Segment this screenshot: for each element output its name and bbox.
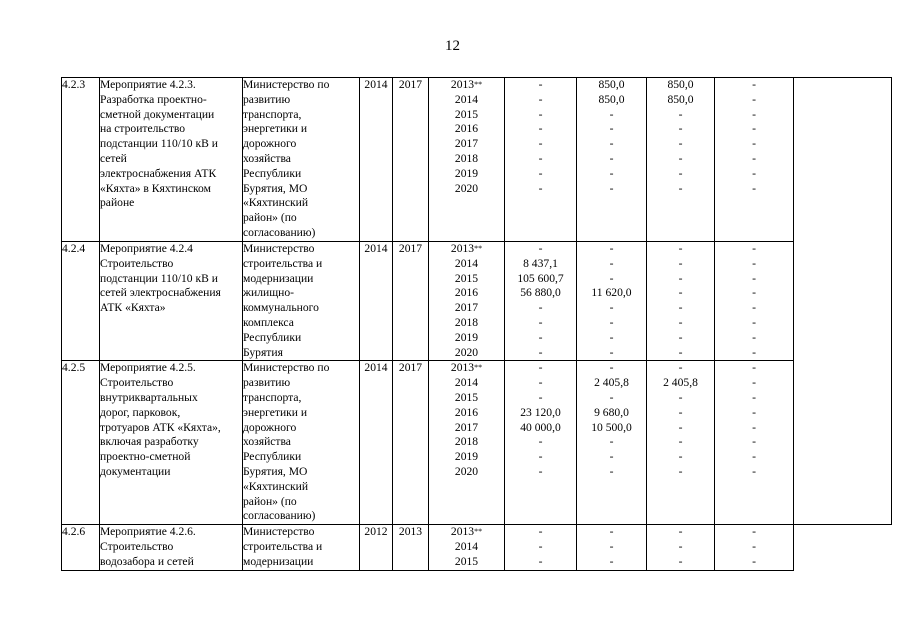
funding-value: -: [678, 525, 683, 539]
funding-year: [429, 346, 504, 361]
funding-year: [429, 376, 504, 391]
executor-line: модернизации: [243, 554, 314, 568]
executor-line: Республики: [243, 450, 302, 464]
funding-value: -: [609, 435, 614, 449]
funding-value: -: [678, 330, 683, 344]
executor-line: транспорта,: [243, 390, 302, 404]
measure-name: [100, 78, 243, 242]
executor-line: Республики: [243, 166, 302, 180]
funding-value: -: [678, 256, 683, 270]
measure-name-line: электроснабжения АТК: [100, 166, 217, 180]
funding-value: -: [609, 554, 614, 568]
measure-name-line: подстанции 110/10 кВ и: [100, 137, 218, 151]
footnote-mark: **: [474, 363, 483, 373]
funding-value: -: [538, 376, 543, 390]
start-year: 2014: [360, 361, 393, 525]
funding-value: -: [752, 525, 756, 539]
funding-year-value: 2016: [454, 122, 479, 136]
executor-line: согласованию): [243, 225, 316, 239]
funding-years: [429, 78, 505, 242]
executor-line: строительства и: [243, 540, 323, 554]
executor-line: развитию: [243, 92, 291, 106]
executor: [243, 78, 360, 242]
end-year: 2013: [393, 525, 429, 571]
measure-name-line: Мероприятие 4.2.5.: [100, 361, 196, 375]
funding-value: -: [678, 345, 683, 359]
footnote-mark: **: [474, 80, 483, 89]
funding-value: -: [609, 390, 614, 404]
start-year: 2012: [360, 525, 393, 571]
funding-year-value: 2019: [454, 450, 479, 464]
funding-year-value: 2013: [450, 361, 475, 375]
funding-year: [429, 272, 504, 287]
funding-value: -: [538, 181, 543, 195]
funding-value: -: [678, 137, 683, 151]
funding-value: -: [678, 420, 683, 434]
funding-year-value: 2014: [454, 376, 479, 390]
funding-year-value: 2015: [454, 554, 479, 568]
funding-value: -: [538, 166, 543, 180]
executor-line: жилищно-: [243, 286, 294, 300]
funding-value: -: [752, 464, 756, 478]
executor-line: «Кяхтинский: [243, 196, 309, 210]
funding-year-value: 2014: [454, 256, 479, 270]
funding-value: 56 880,0: [520, 286, 561, 300]
funding-column-4: [715, 78, 794, 242]
funding-value: -: [678, 390, 683, 404]
table-body: [62, 78, 892, 571]
funding-year: [429, 78, 504, 93]
table-row: [62, 78, 892, 242]
funding-value: -: [538, 301, 543, 315]
funding-value: -: [538, 78, 543, 91]
funding-value: -: [609, 330, 614, 344]
executor: [243, 361, 360, 525]
page-number: 12: [445, 38, 460, 54]
funding-value: -: [538, 345, 543, 359]
measure-name-line: Разработка проектно-: [100, 92, 207, 106]
funding-year: [429, 450, 504, 465]
funding-value: -: [678, 181, 683, 195]
funding-year-value: 2020: [454, 345, 479, 359]
funding-value: -: [538, 554, 543, 568]
table-row: [62, 525, 892, 571]
funding-value: -: [538, 450, 543, 464]
funding-value: -: [752, 554, 756, 568]
funding-column-3: [647, 361, 715, 525]
funding-value: -: [609, 181, 614, 195]
funding-value: -: [609, 271, 614, 285]
funding-value: -: [752, 137, 756, 151]
executor-line: согласованию): [243, 509, 316, 523]
funding-year: [429, 406, 504, 421]
funding-value: -: [752, 92, 756, 106]
funding-value: -: [609, 256, 614, 270]
funding-year: [429, 391, 504, 406]
funding-value: 2 405,8: [594, 376, 629, 390]
funding-column-3: [647, 78, 715, 242]
funding-column-2: [577, 242, 647, 361]
funding-value: -: [678, 435, 683, 449]
funding-year: [429, 301, 504, 316]
executor-line: Бурятия, МО: [243, 464, 308, 478]
funding-year: [429, 286, 504, 301]
table-row: [62, 361, 892, 525]
measure-name-line: Мероприятие 4.2.4: [100, 242, 193, 255]
funding-value: 2 405,8: [663, 376, 698, 390]
funding-value: -: [609, 151, 614, 165]
funding-years: [429, 525, 505, 571]
funding-value: -: [678, 107, 683, 121]
funding-year-value: 2017: [454, 420, 479, 434]
funding-column-1: [505, 78, 577, 242]
start-year: 2014: [360, 242, 393, 361]
funding-value: -: [678, 464, 683, 478]
measure-name: [100, 242, 243, 361]
notes-cell: [794, 525, 892, 571]
measure-name-line: тротуаров АТК «Кяхта»,: [100, 420, 221, 434]
funding-value: -: [538, 540, 543, 554]
funding-year: [429, 167, 504, 182]
funding-value: 9 680,0: [594, 405, 629, 419]
funding-value: 11 620,0: [591, 286, 632, 300]
funding-value: -: [752, 435, 756, 449]
funding-column-4: [715, 525, 794, 571]
funding-value: -: [752, 256, 756, 270]
executor-line: Бурятия: [243, 345, 283, 359]
funding-value: -: [752, 361, 756, 375]
funding-year-value: 2013: [450, 78, 475, 91]
measure-name-line: включая разработку: [100, 435, 199, 449]
funding-value: -: [678, 450, 683, 464]
funding-value: -: [538, 390, 543, 404]
funding-value: -: [678, 405, 683, 419]
end-year: 2017: [393, 361, 429, 525]
measure-name: [100, 525, 243, 571]
funding-value: -: [752, 301, 756, 315]
executor-line: модернизации: [243, 271, 314, 285]
measure-name-line: подстанции 110/10 кВ и: [100, 271, 218, 285]
funding-year-value: 2013: [450, 525, 475, 539]
funding-value: -: [609, 525, 614, 539]
funding-value: -: [609, 464, 614, 478]
measure-name: [100, 361, 243, 525]
executor-line: комплекса: [243, 315, 294, 329]
executor-line: Министерство по: [243, 361, 330, 375]
funding-value: -: [538, 107, 543, 121]
funding-value: -: [678, 301, 683, 315]
funding-year: [429, 242, 504, 257]
measure-name-line: Мероприятие 4.2.3.: [100, 78, 196, 91]
funding-value: -: [678, 286, 683, 300]
funding-value: 850,0: [667, 78, 694, 91]
funding-value: -: [752, 376, 756, 390]
funding-value: 23 120,0: [520, 405, 561, 419]
executor-line: Министерство по: [243, 78, 330, 91]
funding-column-1: [505, 361, 577, 525]
funding-value: -: [538, 242, 543, 255]
measure-name-line: Мероприятие 4.2.6.: [100, 525, 196, 539]
measure-name-line: документации: [100, 464, 171, 478]
funding-year-value: 2016: [454, 286, 479, 300]
funding-column-3: [647, 242, 715, 361]
executor-line: транспорта,: [243, 107, 302, 121]
funding-year: [429, 152, 504, 167]
funding-year-value: 2018: [454, 315, 479, 329]
program-table: [61, 77, 892, 571]
executor-line: «Кяхтинский: [243, 479, 309, 493]
funding-value: -: [609, 450, 614, 464]
funding-column-4: [715, 361, 794, 525]
funding-value: -: [538, 92, 543, 106]
funding-value: -: [752, 122, 756, 136]
measure-name-line: проектно-сметной: [100, 450, 191, 464]
executor-line: Республики: [243, 330, 302, 344]
measure-name-line: водозабора и сетей: [100, 554, 194, 568]
funding-year: [429, 257, 504, 272]
funding-year-value: 2020: [454, 181, 479, 195]
funding-year-value: 2013: [450, 242, 475, 255]
funding-year-value: 2015: [454, 390, 479, 404]
funding-year: [429, 421, 504, 436]
funding-year-value: 2014: [454, 92, 479, 106]
executor-line: район» (по: [243, 494, 297, 508]
funding-value: -: [752, 107, 756, 121]
executor-line: дорожного: [243, 420, 297, 434]
funding-value: -: [538, 151, 543, 165]
executor-line: развитию: [243, 376, 291, 390]
funding-year: [429, 108, 504, 123]
measure-number: 4.2.6: [62, 525, 100, 571]
funding-year: [429, 465, 504, 480]
funding-column-2: [577, 78, 647, 242]
funding-value: -: [752, 151, 756, 165]
funding-value: -: [752, 345, 756, 359]
executor-line: Министерство: [243, 242, 315, 255]
funding-year: [429, 182, 504, 197]
funding-value: -: [538, 137, 543, 151]
funding-year-value: 2017: [454, 301, 479, 315]
funding-value: -: [678, 271, 683, 285]
funding-value: -: [538, 464, 543, 478]
funding-value: -: [678, 540, 683, 554]
funding-year-value: 2016: [454, 405, 479, 419]
funding-value: -: [678, 315, 683, 329]
measure-number: 4.2.5: [62, 361, 100, 525]
funding-year-value: 2017: [454, 137, 479, 151]
funding-value: -: [678, 151, 683, 165]
measure-name-line: АТК «Кяхта»: [100, 301, 166, 315]
funding-column-1: [505, 525, 577, 571]
funding-value: -: [752, 450, 756, 464]
funding-year-value: 2015: [454, 271, 479, 285]
funding-value: -: [752, 271, 756, 285]
funding-year-value: 2019: [454, 330, 479, 344]
funding-value: -: [752, 78, 756, 91]
funding-year: [429, 540, 504, 555]
funding-year: [429, 122, 504, 137]
funding-value: -: [609, 361, 614, 375]
funding-value: -: [538, 361, 543, 375]
funding-column-4: [715, 242, 794, 361]
funding-value: -: [678, 554, 683, 568]
funding-value: 850,0: [667, 92, 694, 106]
funding-value: 10 500,0: [591, 420, 632, 434]
funding-year: [429, 137, 504, 152]
funding-value: 8 437,1: [523, 256, 558, 270]
measure-name-line: районе: [100, 196, 135, 210]
funding-year-value: 2015: [454, 107, 479, 121]
funding-year: [429, 361, 504, 376]
executor-line: дорожного: [243, 137, 297, 151]
funding-value: -: [609, 315, 614, 329]
funding-value: -: [678, 361, 683, 375]
funding-year-value: 2020: [454, 464, 479, 478]
funding-year: [429, 93, 504, 108]
measure-name-line: Строительство: [100, 256, 174, 270]
footnote-mark: **: [474, 244, 483, 253]
notes-cell: [794, 78, 892, 525]
start-year: 2014: [360, 78, 393, 242]
measure-name-line: сетей электроснабжения: [100, 286, 221, 300]
funding-value: 105 600,7: [517, 271, 564, 285]
funding-value: -: [752, 315, 756, 329]
funding-value: -: [678, 242, 683, 255]
funding-value: -: [678, 166, 683, 180]
funding-value: -: [752, 330, 756, 344]
measure-number: 4.2.3: [62, 78, 100, 242]
executor-line: энергетики и: [243, 405, 308, 419]
funding-value: -: [609, 122, 614, 136]
funding-column-2: [577, 525, 647, 571]
executor-line: строительства и: [243, 256, 323, 270]
funding-value: -: [609, 345, 614, 359]
measure-name-line: на строительство: [100, 122, 186, 136]
executor-line: энергетики и: [243, 122, 308, 136]
funding-value: 40 000,0: [520, 420, 561, 434]
funding-value: -: [538, 330, 543, 344]
funding-value: -: [752, 390, 756, 404]
funding-years: [429, 242, 505, 361]
funding-year: [429, 316, 504, 331]
executor: [243, 525, 360, 571]
executor: [243, 242, 360, 361]
end-year: 2017: [393, 242, 429, 361]
funding-value: -: [538, 122, 543, 136]
funding-value: 850,0: [598, 92, 625, 106]
funding-column-2: [577, 361, 647, 525]
funding-year-value: 2018: [454, 151, 479, 165]
funding-value: -: [609, 301, 614, 315]
funding-year: [429, 435, 504, 450]
funding-value: -: [678, 122, 683, 136]
funding-value: -: [752, 242, 756, 255]
executor-line: Министерство: [243, 525, 315, 539]
measure-name-line: Строительство: [100, 376, 174, 390]
measure-name-line: внутриквартальных: [100, 390, 198, 404]
measure-number: 4.2.4: [62, 242, 100, 361]
measure-name-line: Строительство: [100, 540, 174, 554]
funding-value: -: [752, 166, 756, 180]
funding-value: -: [538, 525, 543, 539]
funding-value: -: [538, 435, 543, 449]
funding-column-3: [647, 525, 715, 571]
funding-value: -: [538, 315, 543, 329]
funding-value: -: [752, 420, 756, 434]
funding-value: -: [609, 242, 614, 255]
funding-year: [429, 555, 504, 570]
measure-name-line: «Кяхта» в Кяхтинском: [100, 181, 211, 195]
funding-year: [429, 331, 504, 346]
funding-value: -: [609, 540, 614, 554]
funding-value: -: [609, 137, 614, 151]
funding-years: [429, 361, 505, 525]
funding-year: [429, 525, 504, 540]
table-row: [62, 242, 892, 361]
measure-name-line: дорог, парковок,: [100, 405, 181, 419]
funding-value: -: [752, 405, 756, 419]
executor-line: коммунального: [243, 301, 319, 315]
executor-line: район» (по: [243, 211, 297, 225]
funding-year-value: 2018: [454, 435, 479, 449]
end-year: 2017: [393, 78, 429, 242]
measure-name-line: сметной документации: [100, 107, 215, 121]
funding-value: -: [752, 181, 756, 195]
footnote-mark: **: [474, 527, 483, 537]
funding-year-value: 2019: [454, 166, 479, 180]
measure-name-line: сетей: [100, 151, 127, 165]
executor-line: Бурятия, МО: [243, 181, 308, 195]
funding-value: -: [752, 540, 756, 554]
funding-year-value: 2014: [454, 540, 479, 554]
funding-value: -: [609, 107, 614, 121]
executor-line: хозяйства: [243, 435, 291, 449]
executor-line: хозяйства: [243, 151, 291, 165]
funding-column-1: [505, 242, 577, 361]
funding-value: 850,0: [598, 78, 625, 91]
funding-value: -: [752, 286, 756, 300]
funding-value: -: [609, 166, 614, 180]
